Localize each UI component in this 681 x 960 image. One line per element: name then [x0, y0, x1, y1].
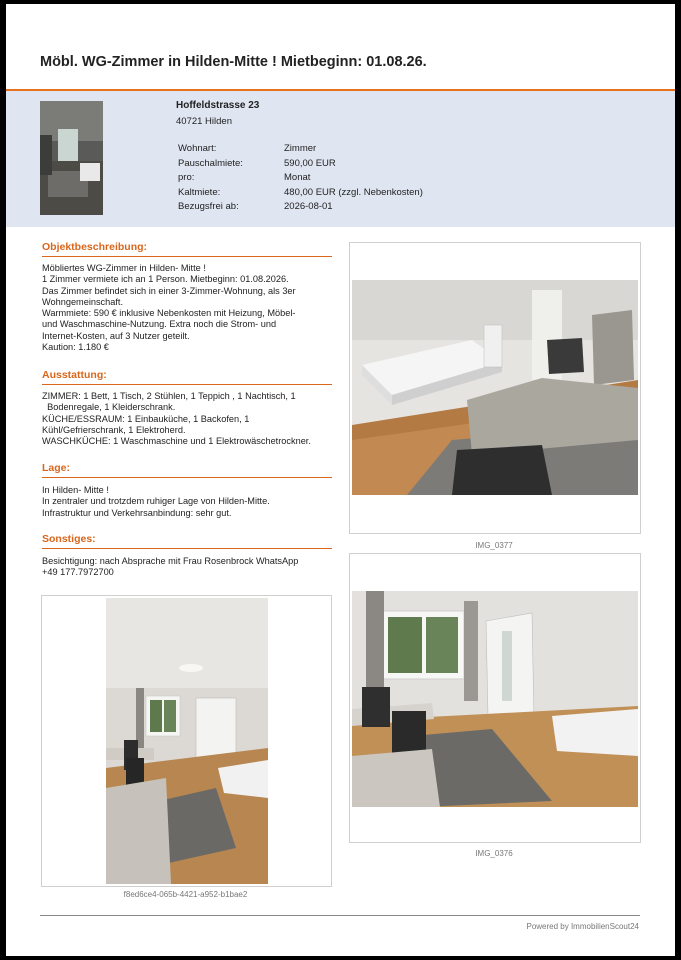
text-line: Möbliertes WG-Zimmer in Hilden- Mitte !	[42, 263, 206, 273]
section-heading-lage: Lage:	[42, 462, 332, 478]
text-line: +49 177.7972700	[42, 567, 114, 578]
section-body-sonstiges	[42, 556, 334, 579]
text-line: Bodenregale, 1 Kleiderschrank.	[42, 402, 176, 413]
photo-caption-img-0377: IMG_0377	[475, 541, 513, 550]
footer-divider	[40, 915, 640, 916]
footer-powered-by: Powered by ImmobilienScout24	[526, 922, 639, 931]
section-heading-ausstattung: Ausstattung:	[42, 369, 332, 385]
section-body-ausstattung	[42, 391, 334, 447]
fact-label: Kaltmiete:	[178, 186, 221, 198]
text-line: Besichtigung: nach Absprache mit Frau Rosenbrock WhatsApp	[42, 556, 299, 566]
text-line: 1 Zimmer vermiete ich an 1 Person. Mietbeginn: 01.08.2026.	[42, 274, 289, 285]
photo-caption-img-0376: IMG_0376	[475, 849, 513, 858]
section-body-objektbeschreibung	[42, 263, 334, 353]
fact-label: pro:	[178, 172, 195, 184]
thumbnail-photo[interactable]	[40, 101, 103, 215]
text-line: KÜCHE/ESSRAUM: 1 Einbauküche, 1 Backofen, 1	[42, 413, 250, 424]
section-heading-objektbeschreibung: Objektbeschreibung:	[42, 241, 332, 257]
text-line: Wohngemeinschaft.	[42, 296, 124, 307]
text-line: In Hilden- Mitte !	[42, 485, 109, 495]
listing-title: Möbl. WG-Zimmer in Hilden-Mitte ! Mietbeginn: 01.08.26.	[40, 54, 427, 70]
text-line: Das Zimmer befindet sich in einer 3-Zimmer-Wohnung, als 3er	[42, 285, 296, 296]
text-line: WASCHKÜCHE: 1 Waschmaschine und 1 Elektrowäschetrockner.	[42, 436, 311, 447]
photo-frame-img-0377[interactable]	[349, 242, 641, 534]
photo-frame-portrait[interactable]	[41, 595, 332, 887]
fact-value: 2026-08-01	[284, 201, 333, 213]
fact-label: Bezugsfrei ab:	[178, 201, 239, 213]
fact-value: 480,00 EUR (zzgl. Nebenkosten)	[284, 186, 423, 198]
section-heading-sonstiges: Sonstiges:	[42, 533, 332, 549]
text-line: Internet-Kosten, auf 3 Nutzer geteilt.	[42, 330, 190, 341]
text-line: Warmmiete: 590 € inklusive Nebenkosten mit Heizung, Möbel-	[42, 308, 296, 319]
address-city: 40721 Hilden	[176, 116, 232, 127]
text-line: In zentraler und trotzdem ruhiger Lage von Hilden-Mitte.	[42, 496, 270, 507]
text-line: Kühl/Gefrierschrank, 1 Elektroherd.	[42, 424, 186, 435]
text-line: und Waschmaschine-Nutzung. Extra noch die Strom- und	[42, 319, 277, 330]
fact-value: Monat	[284, 172, 311, 184]
fact-value: 590,00 EUR	[284, 157, 336, 169]
info-band	[6, 91, 675, 227]
fact-label: Wohnart:	[178, 143, 217, 154]
photo-caption-portrait: f8ed6ce4-065b-4421-a952-b1bae2	[123, 890, 248, 899]
expose-page	[6, 4, 675, 956]
text-line: ZIMMER: 1 Bett, 1 Tisch, 2 Stühlen, 1 Teppich , 1 Nachtisch, 1	[42, 391, 296, 401]
photo-frame-img-0376[interactable]	[349, 553, 641, 843]
text-line: Infrastruktur und Verkehrsanbindung: sehr gut.	[42, 507, 232, 518]
text-line: Kaution: 1.180 €	[42, 342, 109, 353]
fact-value: Zimmer	[284, 143, 317, 154]
fact-label: Pauschalmiete:	[178, 157, 243, 169]
address-street: Hoffeldstrasse 23	[176, 100, 260, 111]
section-body-lage	[42, 485, 334, 519]
